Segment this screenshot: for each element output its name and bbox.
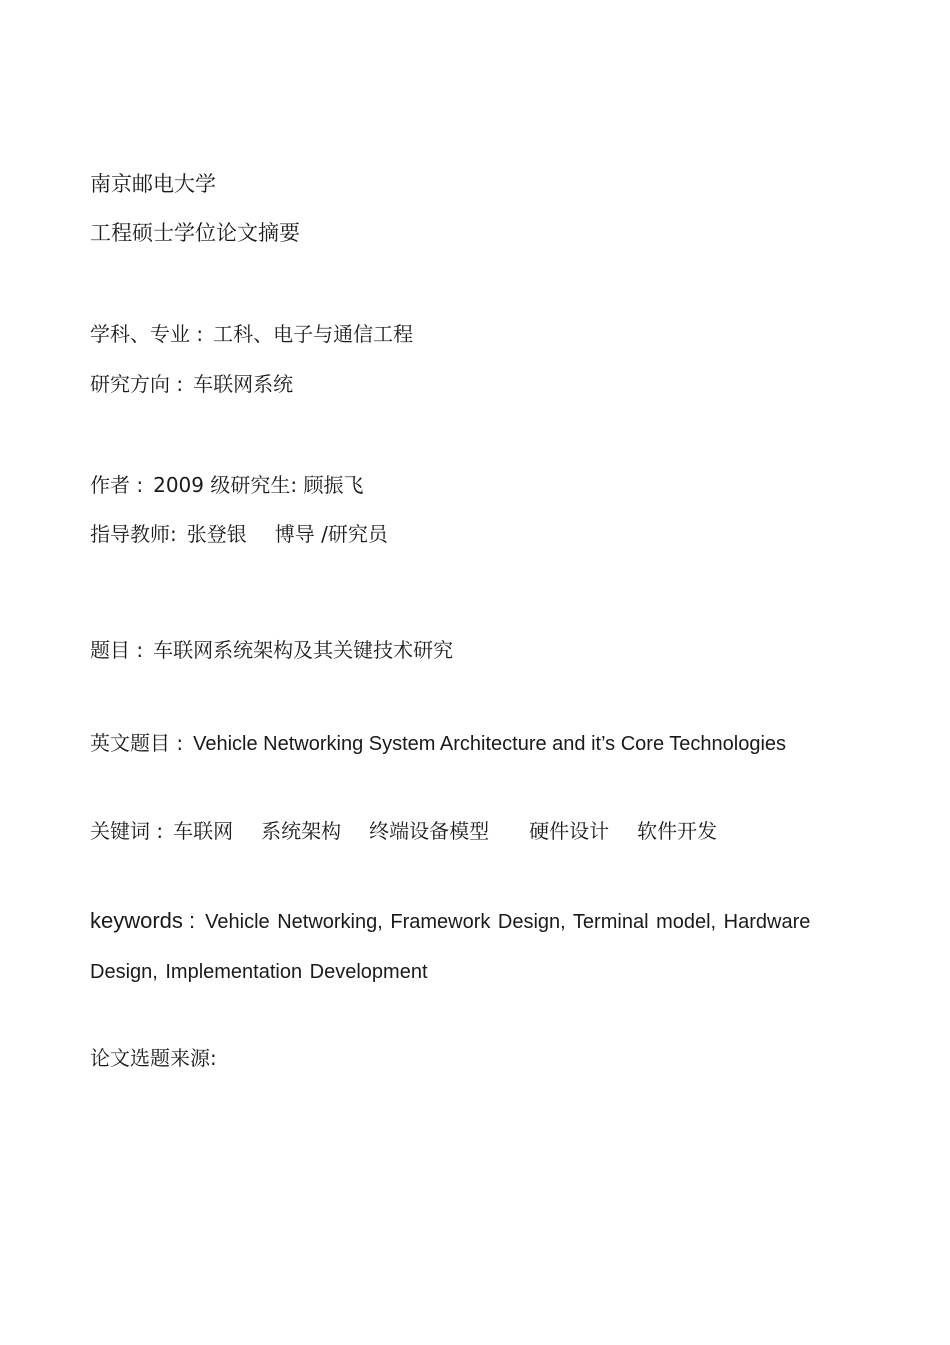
advisor-name: 张登银 <box>186 522 247 546</box>
advisor-title: 博导 /研究员 <box>274 522 388 546</box>
keywords-en-line1: Vehicle Networking, Framework Design, Terminal model, Hardware <box>205 911 811 933</box>
university-name: 南京邮电大学 <box>90 172 216 196</box>
keyword-cn-item: 终端设备模型 <box>369 819 490 843</box>
document-type: 工程硕士学位论文摘要 <box>90 221 300 245</box>
discipline-label: 学科、专业 : <box>90 322 204 346</box>
keywords-en-row-continued <box>90 959 428 984</box>
title-en-value: Vehicle Networking System Architecture and it’s Core Technologies <box>193 733 787 755</box>
keyword-cn-item: 系统架构 <box>261 819 342 843</box>
keywords-cn-row <box>90 819 717 843</box>
title-en-label: 英文题目 : <box>90 731 184 755</box>
author-row <box>90 473 363 497</box>
research-value: 车联网系统 <box>193 372 294 396</box>
keywords-cn-label: 关键词 : <box>90 819 164 843</box>
keyword-cn-item: 软件开发 <box>637 819 718 843</box>
author-value: 2009 级研究生: 顾振飞 <box>153 473 364 497</box>
keywords-en-line2: Design, Implementation Development <box>90 961 428 983</box>
title-cn-value: 车联网系统架构及其关键技术研究 <box>153 638 454 662</box>
research-label: 研究方向 : <box>90 372 184 396</box>
keyword-cn-item: 车联网 <box>173 819 234 843</box>
research-row <box>90 372 293 396</box>
advisor-row <box>90 522 388 546</box>
title-cn-row <box>90 638 453 662</box>
title-cn-label: 题目 : <box>90 638 144 662</box>
keyword-cn-item: 硬件设计 <box>529 819 610 843</box>
discipline-row <box>90 322 413 346</box>
source-label: 论文选题来源: <box>90 1046 217 1070</box>
discipline-value: 工科、电子与通信工程 <box>213 322 414 346</box>
keywords-en-label: keywords : <box>90 908 196 933</box>
author-label: 作者 : <box>90 473 144 497</box>
title-en-row <box>90 731 786 756</box>
advisor-label: 指导教师: <box>90 522 177 546</box>
keywords-en-row <box>90 909 810 934</box>
